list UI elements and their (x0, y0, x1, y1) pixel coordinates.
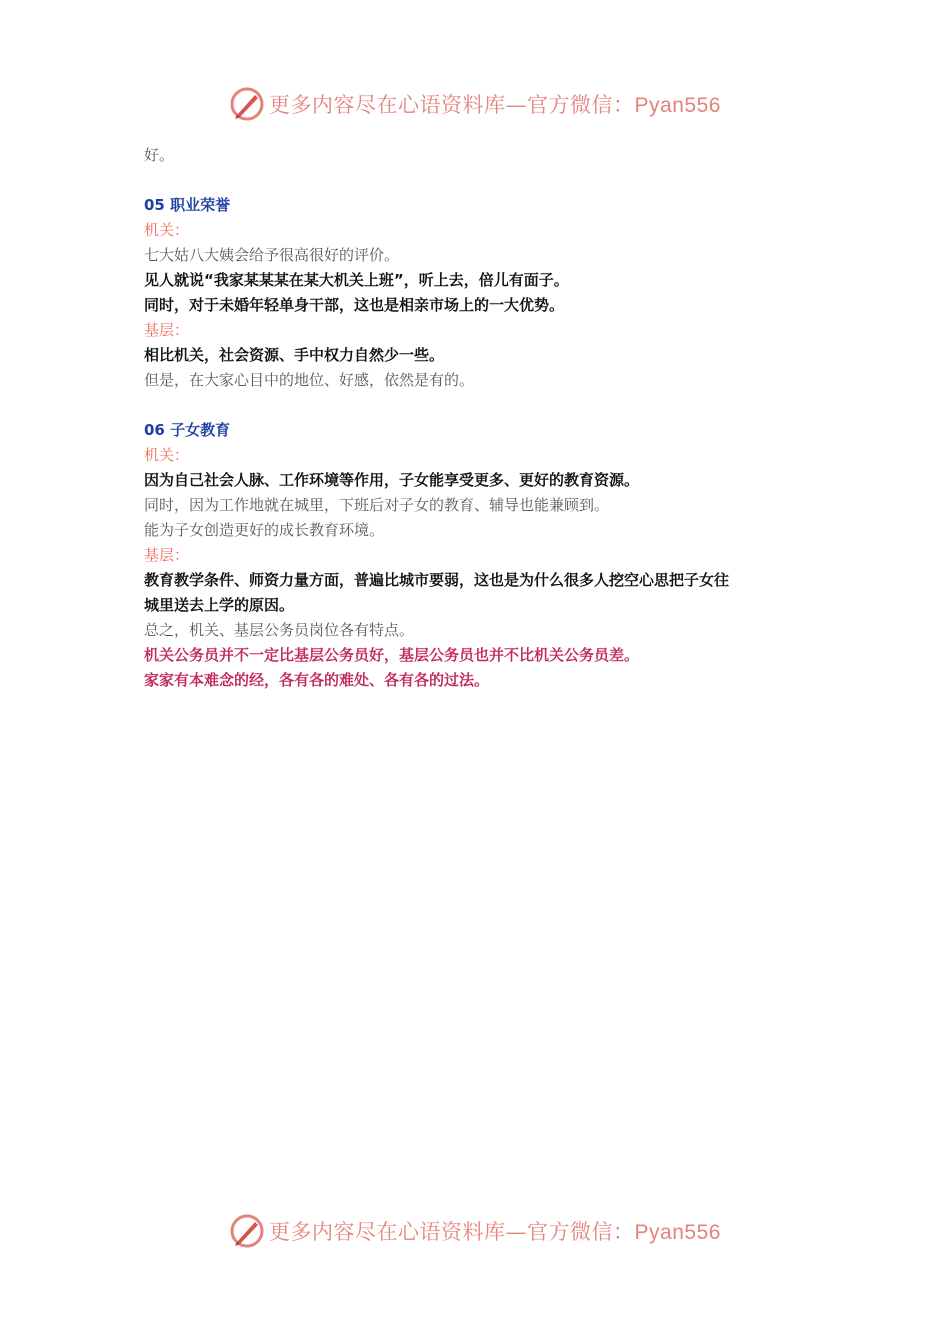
wechat-id: Pyan556 (634, 1221, 721, 1244)
text-line-bold: 教育教学条件、师资力量方面，普遍比城市要弱，这也是为什么很多人挖空心思把子女往 (144, 571, 730, 589)
label-jiceng: 基层： (144, 321, 190, 339)
banner-text: 更多内容尽在心语资料库—官方微信：Pyan556 (269, 1220, 721, 1244)
text-line-bold: 见人就说“我家某某某在某大机关上班”，听上去，倍儿有面子。 (144, 271, 569, 289)
wechat-id: Pyan556 (634, 94, 721, 117)
text-line: 但是，在大家心目中的地位、好感，依然是有的。 (144, 371, 475, 389)
label-jiguan: 机关： (144, 221, 190, 239)
pen-logo-icon (229, 1213, 265, 1249)
text-line: 能为子女创造更好的成长教育环境。 (144, 521, 385, 539)
text-line-bold: 同时，对于未婚年轻单身干部，这也是相亲市场上的一大优势。 (144, 296, 565, 314)
section-title-children-education: 06 子女教育 (144, 421, 231, 439)
document-body (144, 143, 824, 693)
label-jiceng: 基层： (144, 546, 190, 564)
summary-line: 总之，机关、基层公务员岗位各有特点。 (144, 621, 415, 639)
header-banner (0, 82, 950, 126)
text-line-bold: 城里送去上学的原因。 (144, 596, 295, 614)
paragraph-continuation: 好。 (144, 146, 175, 164)
banner-text: 更多内容尽在心语资料库—官方微信：Pyan556 (269, 93, 721, 117)
section-title-career-honor: 05 职业荣誉 (144, 196, 231, 214)
pen-logo-icon (229, 86, 265, 122)
text-line-bold: 相比机关，社会资源、手中权力自然少一些。 (144, 346, 445, 364)
footer-banner (0, 1209, 950, 1253)
conclusion-line: 家家有本难念的经，各有各的难处、各有各的过法。 (144, 671, 490, 689)
text-line: 七大姑八大姨会给予很高很好的评价。 (144, 246, 400, 264)
text-line-bold: 因为自己社会人脉、工作环境等作用，子女能享受更多、更好的教育资源。 (144, 471, 640, 489)
conclusion-line: 机关公务员并不一定比基层公务员好，基层公务员也并不比机关公务员差。 (144, 646, 640, 664)
label-jiguan: 机关： (144, 446, 190, 464)
text-line: 同时，因为工作地就在城里，下班后对子女的教育、辅导也能兼顾到。 (144, 496, 610, 514)
